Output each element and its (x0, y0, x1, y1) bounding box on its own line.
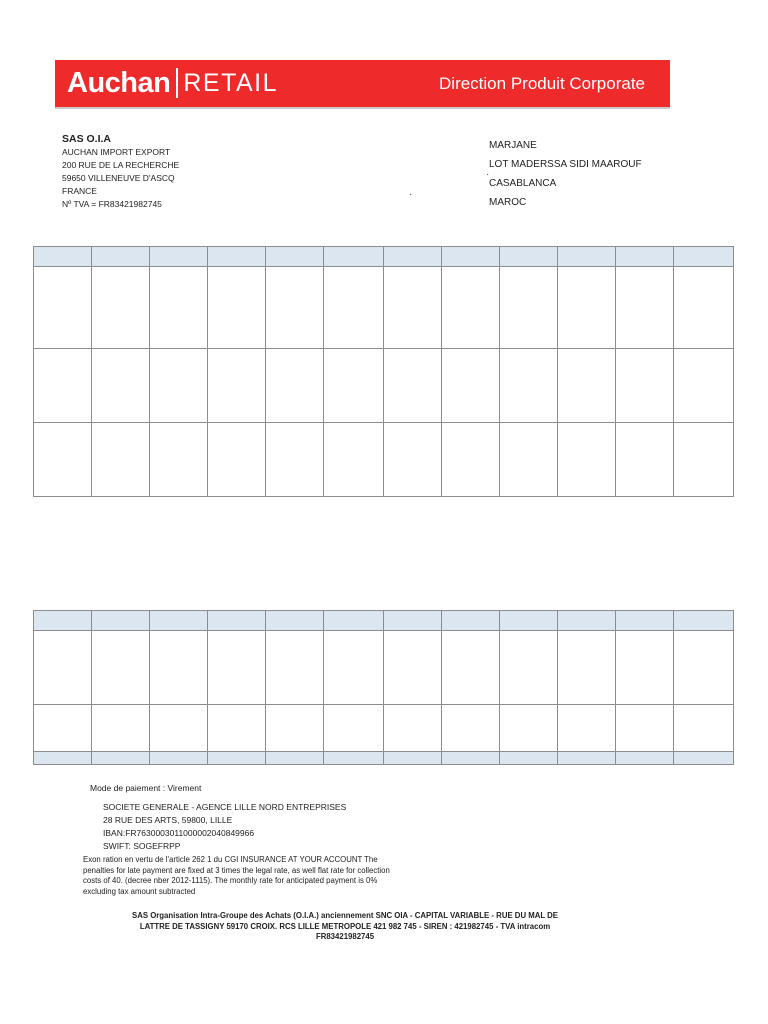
line-items-table (33, 246, 734, 497)
sender-vat: Nº TVA = FR83421982745 (62, 199, 162, 209)
logo-divider (176, 68, 178, 98)
table-footer-band (34, 752, 734, 765)
logo-brand-right: RETAIL (183, 68, 279, 97)
recipient-line: LOT MADERSSA SIDI MAAROUF (489, 159, 642, 170)
sender-line: AUCHAN IMPORT EXPORT (62, 147, 171, 157)
auchan-retail-logo (67, 66, 278, 100)
sender-line: 200 RUE DE LA RECHERCHE (62, 160, 180, 170)
table-row (34, 349, 734, 423)
bank-address: 28 RUE DES ARTS, 59800, LILLE (103, 815, 233, 825)
payment-mode: Mode de paiement : Virement (90, 783, 202, 793)
sender-line: 59650 VILLENEUVE D'ASCQ (62, 173, 175, 183)
table-header-row (34, 611, 734, 631)
recipient-company: MARJANE (489, 140, 537, 151)
table-row (34, 267, 734, 349)
recipient-country: MAROC (489, 197, 527, 208)
table-row (34, 423, 734, 497)
table-row (34, 631, 734, 705)
bank-iban: IBAN:FR7630003011000002040849966 (103, 828, 255, 838)
table-row (34, 705, 734, 752)
logo-brand-left: Auchan (67, 66, 171, 99)
recipient-city: CASABLANCA (489, 178, 557, 189)
department-title: Direction Produit Corporate (439, 74, 645, 93)
sender-address (62, 133, 179, 211)
table-header-row (34, 247, 734, 267)
recipient-address (489, 136, 642, 212)
sender-company: SAS O.I.A (62, 133, 112, 145)
bank-name: SOCIETE GENERALE - AGENCE LILLE NORD ENTREPRISES (103, 802, 347, 812)
totals-table (33, 610, 734, 765)
legal-footer: SAS Organisation Intra-Groupe des Achats (O.I.A.) anciennement SNC OIA - CAPITAL VARIABLE - RUE DU MAL DE LATTRE DE TASSIGNY 59170 CROIX. RCS LILLE METROPOLE 421 982 745 - SIREN : 421982745 - TVA intracom FR83421982745 (132, 911, 558, 941)
bank-swift: SWIFT: SOGEFRPP (103, 841, 181, 851)
legal-note: Exon ration en vertu de l'article 262 1 du CGI INSURANCE AT YOUR ACCOUNT The penalties for late payment are fixed at 3 times the legal rate, as well flat rate for collection costs of 40. (decree nber 2012-1115). The monthly rate for anticipated payment is 0% excluding tax amount subtracted (83, 855, 390, 896)
sender-line: FRANCE (62, 186, 97, 196)
stray-mark: · (409, 189, 413, 200)
bank-details (103, 801, 346, 853)
stray-mark: · (486, 169, 490, 180)
company-banner (55, 60, 670, 107)
